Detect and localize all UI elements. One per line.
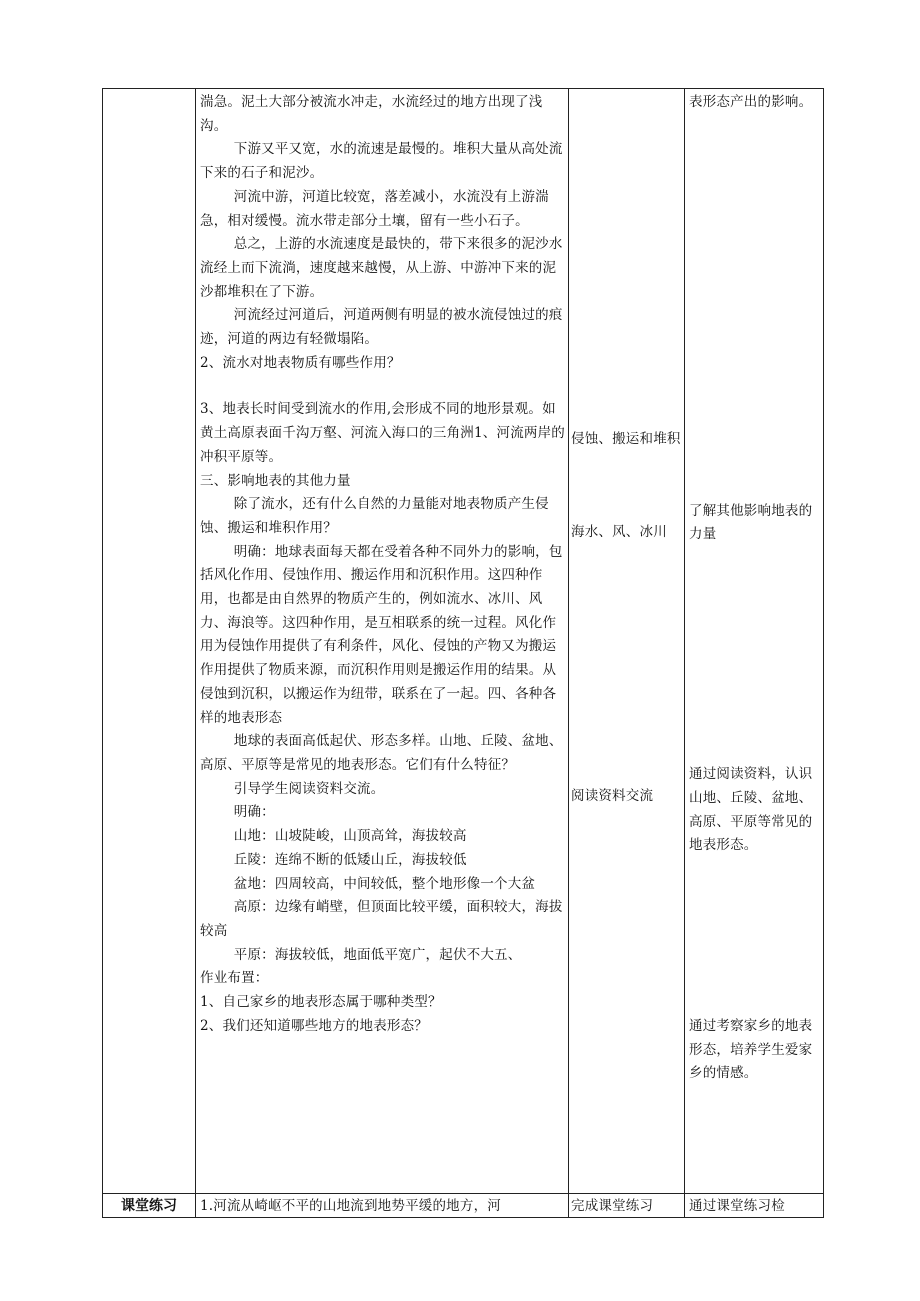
practice-intent: 通过课堂练习检 (689, 1198, 785, 1214)
practice-content: 1.河流从崎岖不平的山地流到地势平缓的地方，河 (200, 1198, 501, 1214)
content-paragraph: 明确：地球表面每天都在受着各种不同外力的影响，包括风化作用、侵蚀作用、搬运作用和沉积作用。这四种作用，也都是由自然界的物质产生的，例如流水、冰川、风力、海浪等。这四种作用，是互相联系的统一过程。风化作用为侵蚀作用提供了有利条件，风化、侵蚀的产物又为搬运作用提供了物质来源，而沉积作用则是搬运作用的结果。从侵蚀到沉积，以搬运作为纽带，联系在了一起。四、各种各样的地表形态 (200, 543, 563, 726)
landform-item: 高原：边缘有峭壁，但顶面比较平缓，面积较大，海拔较高 (200, 899, 563, 939)
design-intent-text: 通过考察家乡的地表形态，培养学生爱家乡的情感。 (689, 1017, 813, 1082)
student-activity-text: 侵蚀、搬运和堆积 (571, 431, 681, 447)
practice-intent-cell (685, 1194, 824, 1218)
content-paragraph: 河流中游，河道比较宽，落差减小，水流没有上游湍急，相对缓慢。流水带走部分土壤，留有一些小石子。 (200, 188, 549, 229)
design-intent-text: 通过阅读资料，认识山地、丘陵、盆地、高原、平原等常见的地表形态。 (689, 766, 813, 854)
design-intent-text: 了解其他影响地表的力量 (689, 502, 813, 543)
content-paragraph: 河流经过河道后，河道两侧有明显的被水流侵蚀过的痕迹，河道的两边有轻微塌陷。 (200, 307, 563, 348)
content-paragraph: 湍急。泥土大部分被流水冲走，水流经过的地方出现了浅沟。 (200, 94, 543, 134)
landform-item: 丘陵：连绵不断的低矮山丘，海拔较低 (233, 851, 467, 868)
content-paragraph: 下游又平又宽，水的流速是最慢的。堆积大量从高处流下来的石子和泥沙。 (200, 141, 563, 182)
practice-content-cell (196, 1194, 569, 1218)
content-question: 2、流水对地表物质有哪些作用？ (200, 354, 401, 371)
content-paragraph: 引导学生阅读资料交流。 (233, 780, 385, 797)
spacer (689, 115, 821, 500)
section-heading: 三、影响地表的其他力量 (200, 472, 351, 489)
lesson-plan-table (102, 88, 824, 1218)
practice-label-cell (103, 1194, 196, 1218)
content-paragraph: 地球的表面高低起伏、形态多样。山地、丘陵、盆地、高原、平原等是常见的地表形态。它们有什么特征？ (200, 733, 563, 773)
student-activity-text: 海水、风、冰川 (571, 523, 667, 540)
content-paragraph: 总之，上游的水流速度是最快的，带下来很多的泥沙水流经上而下流淌，速度越来越慢，从上游、中游冲下来的泥沙都堆积在了下游。 (200, 236, 563, 300)
practice-row (103, 1194, 824, 1218)
content-paragraph: 3、地表长时间受到流水的作用,会形成不同的地形景观。如黄土高原表面千沟万壑、河流入海口的三角洲1、河流两岸的冲积平原等。 (200, 401, 565, 465)
spacer (571, 544, 682, 785)
homework-heading: 作业布置： (200, 970, 269, 987)
landform-item: 平原：海拔较低，地面低平宽广，起伏不大五、 (233, 946, 522, 963)
teaching-process-row (103, 89, 824, 1194)
practice-activity-cell (569, 1194, 685, 1218)
content-paragraph: 明确： (233, 804, 275, 821)
design-intent-text: 表形态产出的影响。 (689, 94, 813, 110)
student-activity-cell (569, 89, 685, 1194)
teaching-content-cell (196, 89, 569, 1194)
landform-item: 山地：山坡陡峻，山顶高耸，海拔较高 (233, 828, 467, 845)
design-intent-cell (685, 89, 824, 1194)
content-paragraph: 除了流水，还有什么自然的力量能对地表物质产生侵蚀、搬运和堆积作用？ (200, 496, 549, 536)
practice-activity: 完成课堂练习 (571, 1198, 654, 1214)
spacer (689, 858, 821, 1015)
practice-label: 课堂练习 (121, 1198, 177, 1214)
blank-line (200, 375, 566, 398)
homework-item: 2、我们还知道哪些地方的地表形态？ (200, 1017, 428, 1034)
spacer (571, 91, 682, 428)
student-activity-text: 阅读资料交流 (571, 788, 654, 805)
homework-item: 1、自己家乡的地表形态属于哪种类型？ (200, 994, 442, 1011)
stage-label-cell (103, 89, 196, 1194)
landform-item: 盆地：四周较高，中间较低，整个地形像一个大盆 (233, 875, 536, 892)
spacer (689, 547, 821, 763)
spacer (571, 452, 682, 521)
